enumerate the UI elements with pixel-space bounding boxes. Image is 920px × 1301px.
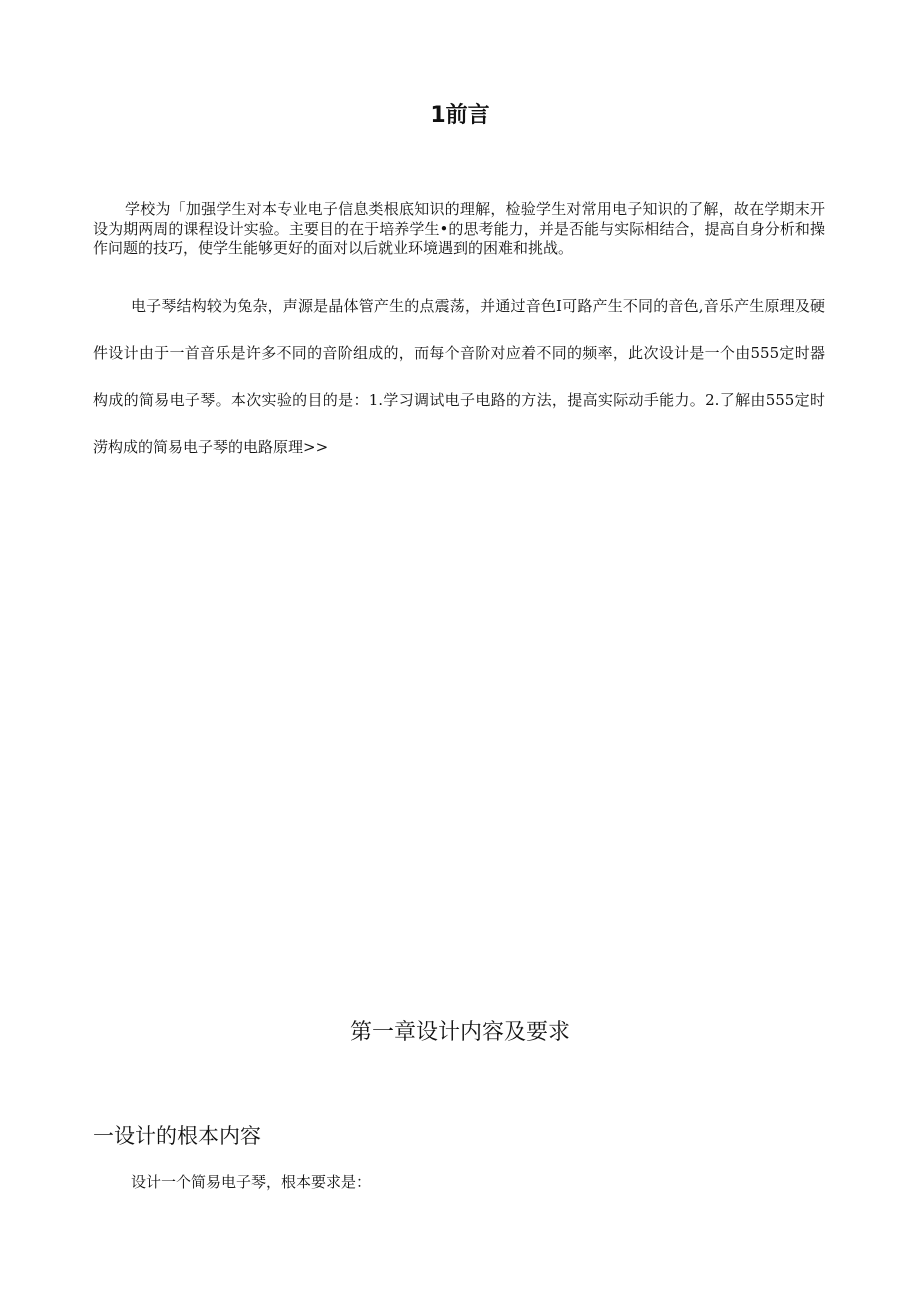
chapter-title: 第一章设计内容及要求 bbox=[349, 1020, 570, 1045]
section-title: 一设计的根本内容 bbox=[93, 1124, 261, 1148]
preface-title: 1前言 bbox=[430, 103, 490, 128]
section-paragraph-1: 设计一个简易电子琴，根本要求是： bbox=[131, 1173, 372, 1191]
preface-paragraph-1: 学校为「加强学生对本专业电子信息类根底知识的理解，检验学生对常用电子知识的了解，故在学期末开设为期两周的课程设计实验。主要目的在于培养学生•的思考能力，并是否能与实际相结合，提高自身分析和操作问题的技巧，使学生能够更好的面对以后就业环境遇到的困难和挑战。 bbox=[93, 200, 825, 257]
preface-paragraph-2: 电子琴结构较为兔杂，声源是晶体管产生的点震荡，并通过音色I可路产生不同的音色,音乐产生原理及硬件设计由于一首音乐是许多不同的音阶组成的，而每个音阶对应着不同的频率，此次设计是一个由555定时器构成的简易电子琴。本次实验的目的是：1.学习调试电子电路的方法，提高实际动手能力。2.了解由555定时涝构成的简易电子琴的电路原理>> bbox=[93, 297, 825, 456]
